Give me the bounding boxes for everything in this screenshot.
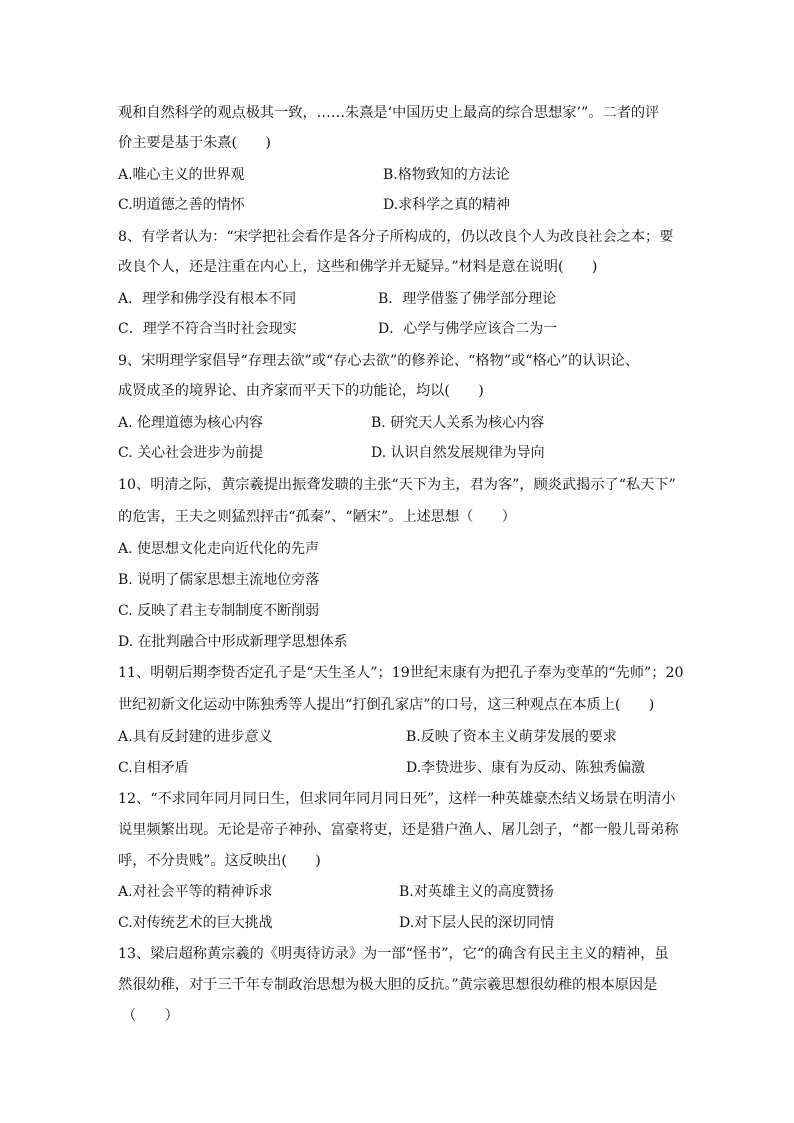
- text-line: 的危害，王夫之则猛烈抨击“孤秦”、“陋宋”。上述思想（ ）: [118, 509, 516, 525]
- question-8: 8、有学者认为：“宋学把社会看作是各分子所构成的，仍以改良个人为改良社会之本；要: [118, 229, 674, 245]
- option-d: D.对下层人民的深切同情: [399, 915, 555, 931]
- text-line: 观和自然科学的观点极其一致，……朱熹是‘中国历史上最高的综合思想家’”。二者的评: [118, 105, 660, 121]
- option-a: A.唯心主义的世界观: [118, 167, 245, 183]
- question-11: 11、明朝后期李贽否定孔子是“天生圣人”；19世纪末康有为把孔子奉为变革的“先师”；20: [118, 665, 684, 681]
- option-c: C. 反映了君主专制制度不断削弱: [118, 603, 320, 619]
- question-13: 13、梁启超称黄宗羲的《明夷待访录》为一部“怪书”，它“的确含有民主主义的精神，虽: [118, 946, 669, 962]
- option-b: B.对英雄主义的高度赞扬: [399, 884, 554, 900]
- text-line: 世纪初新文化运动中陈独秀等人提出“打倒孔家店”的口号，这三种观点在本质上( ): [118, 697, 655, 713]
- option-c: C.对传统艺术的巨大挑战: [118, 915, 273, 931]
- option-a: A. 伦理道德为核心内容: [118, 415, 264, 431]
- option-c: C．理学不符合当时社会现实: [118, 321, 297, 337]
- text-line: 价主要是基于朱熹( ): [118, 135, 271, 151]
- text-line: 说里频繁出现。无论是帝子神孙、富豪将吏，还是猎户渔人、屠儿刽子，“都一般儿哥弟称: [118, 822, 679, 838]
- option-d: D.李贽进步、康有为反动、陈独秀偏激: [406, 760, 646, 776]
- option-c: C. 关心社会进步为前提: [118, 445, 264, 461]
- option-d: D. 在批判融合中形成新理学思想体系: [118, 634, 348, 650]
- text-line: 然很幼稚，对于三千年专制政治思想为极大胆的反抗。”黄宗羲思想很幼稚的根本原因是: [118, 977, 658, 993]
- option-a: A.具有反封建的进步意义: [118, 729, 273, 745]
- option-d: D. 认识自然发展规律为导向: [371, 445, 545, 461]
- question-10: 10、明清之际，黄宗羲提出振聋发聩的主张“天下为主，君为客”，顾炎武揭示了“私天下”: [118, 477, 676, 493]
- option-a: A．理学和佛学没有根本不同: [118, 291, 297, 307]
- text-line: 成贤成圣的境界论、由齐家而平天下的功能论，均以( ): [118, 383, 484, 399]
- text-line: （ ）: [122, 1008, 179, 1024]
- option-b: B. 研究天人关系为核心内容: [371, 415, 545, 431]
- text-line: 改良个人，还是注重在内心上，这些和佛学并无疑异。”材料是意在说明( ): [118, 259, 598, 275]
- option-c: C.明道德之善的情怀: [118, 197, 245, 213]
- option-b: B. 说明了儒家思想主流地位旁落: [118, 572, 320, 588]
- option-b: B.格物致知的方法论: [383, 167, 510, 183]
- option-a: A. 使思想文化走向近代化的先声: [118, 541, 320, 557]
- option-c: C.自相矛盾: [118, 760, 189, 776]
- question-9: 9、宋明理学家倡导“存理去欲”或“存心去欲”的修养论、“格物”或“格心”的认识论、: [118, 353, 640, 369]
- option-b: B.反映了资本主义萌芽发展的要求: [406, 729, 617, 745]
- option-b: B．理学借鉴了佛学部分理论: [378, 291, 557, 307]
- text-line: 呼，不分贵贱”。这反映出( ): [118, 853, 321, 869]
- option-d: D.求科学之真的精神: [383, 197, 511, 213]
- question-12: 12、“不求同年同月同日生，但求同年同月同日死”，这样一种英雄豪杰结义场景在明清小: [118, 791, 676, 807]
- option-a: A.对社会平等的精神诉求: [118, 884, 273, 900]
- option-d: D．心学与佛学应该合二为一: [378, 321, 558, 337]
